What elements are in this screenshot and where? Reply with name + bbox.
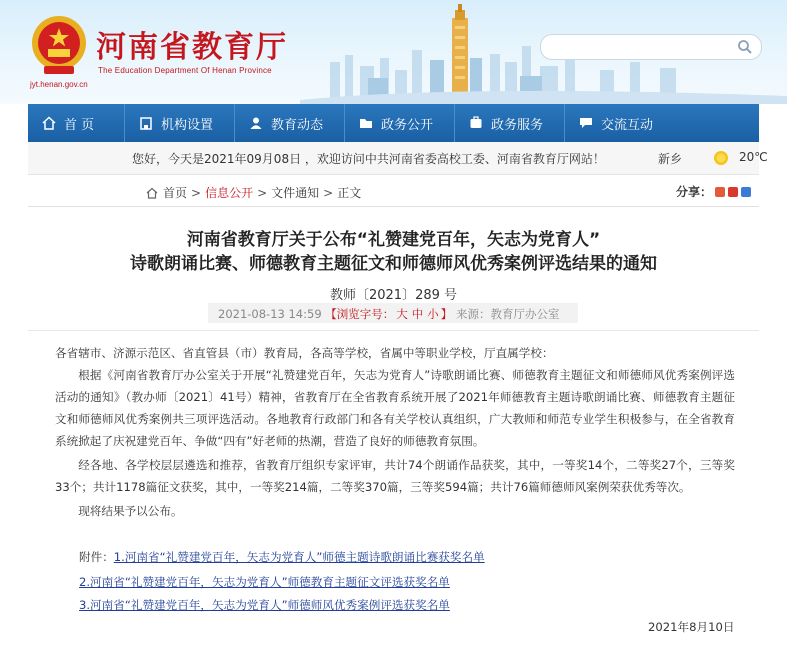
meta-divider xyxy=(28,330,759,331)
folder-icon xyxy=(359,116,373,130)
nav-label: 交流互动 xyxy=(601,117,654,133)
qzone-share-icon[interactable] xyxy=(741,187,751,197)
paragraph-3: 现将结果予以公布。 xyxy=(78,504,183,518)
nav-item-interaction[interactable] xyxy=(565,104,674,142)
sun-icon xyxy=(712,149,730,167)
attachment-row-1 xyxy=(79,549,485,565)
paragraph-2: 经各地、各学校层层遴选和推荐，省教育厅组织专家评审，共计74个朗诵作品获奖，其中，一等奖14个，二等奖27个，三等奖33个；共计1178篇征文获奖，其中，一等奖214篇，二等奖370篇，三等奖594篇；共计76篇师德师风案例荣获优秀等次。 xyxy=(55,458,735,494)
weibo-share-icon[interactable] xyxy=(715,187,725,197)
attachment-link-3[interactable]: 3.河南省“礼赞建党百年，矢志为党育人”师德师风优秀案例评选获奖名单 xyxy=(79,598,450,612)
breadcrumb-separator: > xyxy=(323,185,334,200)
person-icon xyxy=(249,116,263,130)
document-number: 教师〔2021〕289 号 xyxy=(329,288,458,303)
breadcrumb-separator: > xyxy=(257,185,268,200)
font-size-small-button[interactable]: 小 xyxy=(427,307,439,321)
welcome-bar xyxy=(28,142,768,175)
weather-temperature: 20℃ xyxy=(739,150,768,164)
site-title[interactable]: 河南省教育厅 xyxy=(96,30,288,65)
nav-item-education-news[interactable] xyxy=(235,104,344,142)
font-size-label: 【浏览字号： xyxy=(325,307,395,321)
site-header xyxy=(0,0,787,104)
chat-icon xyxy=(579,116,593,130)
attachment-label: 附件： xyxy=(79,550,114,564)
attachment-link-1[interactable]: 1.河南省“礼赞建党百年，矢志为党育人”师德主题诗歌朗诵比赛获奖名单 xyxy=(113,550,485,564)
search-input[interactable] xyxy=(551,38,735,56)
breadcrumb-divider xyxy=(28,206,759,207)
nav-label: 机构设置 xyxy=(161,117,214,133)
attachment-link-2[interactable]: 2.河南省“礼赞建党百年，矢志为党育人”师德教育主题征文评选获奖名单 xyxy=(79,575,450,589)
breadcrumb xyxy=(146,184,361,201)
article-title-line2: 诗歌朗诵比赛、师德教育主题征文和师德师风优秀案例评选结果的通知 xyxy=(130,254,657,274)
nav-label: 政务公开 xyxy=(381,117,434,133)
nav-item-government-services[interactable] xyxy=(455,104,564,142)
tower-icon xyxy=(452,4,468,104)
welcome-text: 您好，今天是2021年09月08日 ，欢迎访问中共河南省委高校工委、河南省教育厅网站！ xyxy=(132,152,605,166)
nav-label: 政务服务 xyxy=(491,117,544,133)
article-meta-bar xyxy=(208,303,578,323)
share-bar xyxy=(676,183,751,200)
breadcrumb-notices[interactable]: 文件通知 xyxy=(271,186,320,200)
renren-share-icon[interactable] xyxy=(728,187,738,197)
search-icon[interactable] xyxy=(737,39,753,55)
attachment-row-2 xyxy=(79,574,450,590)
building-icon xyxy=(139,116,153,130)
font-size-end: 】 xyxy=(440,307,453,321)
home-icon xyxy=(42,116,56,130)
search-box xyxy=(540,34,762,60)
nav-label: 教育动态 xyxy=(271,117,324,133)
article-source: 来源：教育厅办公室 xyxy=(455,307,560,321)
share-label: 分享： xyxy=(676,185,713,199)
breadcrumb-info-public[interactable]: 信息公开 xyxy=(205,186,254,200)
salutation: 各省辖市、济源示范区、省直管县（市）教育局，各高等学校，省属中等职业学校，厅直属学校： xyxy=(55,346,554,360)
font-size-medium-button[interactable]: 中 xyxy=(411,307,424,321)
site-url: jyt.henan.gov.cn xyxy=(30,80,88,89)
publish-date: 2021-08-13 14:59 xyxy=(218,307,322,321)
paragraph-1: 根据《河南省教育厅办公室关于开展“礼赞建党百年，矢志为党育人”诗歌朗诵比赛、师德教育主题征文和师德师风优秀案例评选活动的通知》（教办师〔2021〕41号）精神，省教育厅在全省教育系统开展了2021年师德教育主题诗歌朗诵比赛、师德教育主题征文和师德师风优秀案例共三项评选活动。各地教育行政部门和各有关学校认真组织，广大教师和师范专业学生积极参与，在全省教育系统掀起了庆祝建党百年、争做“四有”好老师的热潮，营造了良好的师德教育氛围。 xyxy=(55,368,735,448)
breadcrumb-home[interactable]: 首页 xyxy=(163,186,188,200)
service-icon xyxy=(469,116,483,130)
home-icon xyxy=(146,187,158,199)
article-title-line1: 河南省教育厅关于公布“礼赞建党百年，矢志为党育人” xyxy=(186,230,601,250)
breadcrumb-separator: > xyxy=(191,185,202,200)
breadcrumb-current: 正文 xyxy=(337,186,362,200)
site-subtitle: The Education Department Of Henan Province xyxy=(98,66,272,75)
signature-date: 2021年8月10日 xyxy=(648,620,735,634)
weather-city: 新乡 xyxy=(658,152,683,166)
nav-item-government-affairs[interactable] xyxy=(345,104,454,142)
national-emblem-icon xyxy=(30,14,88,76)
attachment-row-3 xyxy=(79,597,450,613)
nav-item-home[interactable] xyxy=(28,104,124,142)
nav-label: 首 页 xyxy=(64,117,95,133)
nav-item-organization[interactable] xyxy=(125,104,234,142)
font-size-large-button[interactable]: 大 xyxy=(396,307,408,321)
main-nav xyxy=(28,104,759,142)
